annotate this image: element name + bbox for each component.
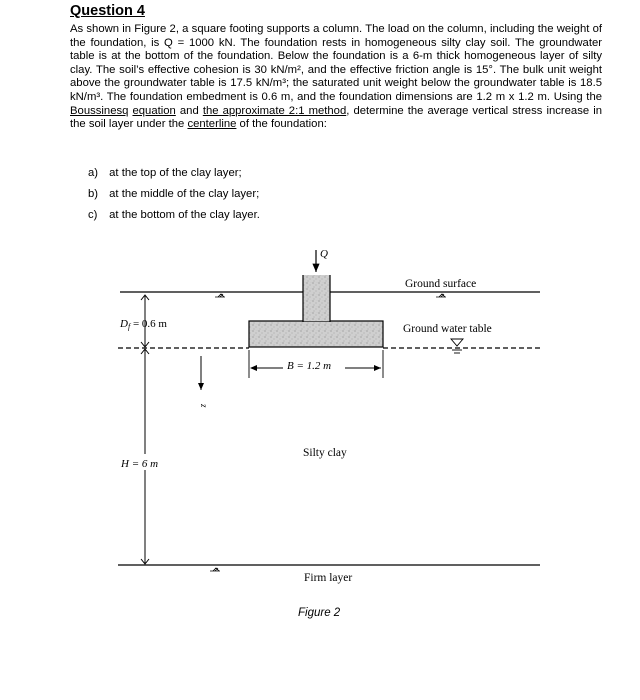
figure-caption: Figure 2 (298, 607, 341, 619)
body-line: soil. The groundwater table is at the bottom of the foundation. Below the foundation is a 6-m (70, 36, 602, 63)
water-table-icon (451, 339, 463, 353)
body-text: the soil layer under the (70, 118, 188, 131)
part-label: c) (88, 209, 98, 221)
underlined-term: Boussinesq (70, 104, 129, 117)
z-label: z (199, 404, 209, 408)
b-label: B = 1.2 m (287, 360, 332, 372)
h-label: H = 6 m (121, 458, 159, 470)
df-label: Df = 0.6 m (120, 318, 167, 331)
part-text: at the bottom of the clay layer. (109, 209, 260, 221)
body-line: effective friction angle is 15°. The bulk unit weight above the groundwater table is 17.5 kN/m³; (70, 63, 603, 90)
groundwater-table-label: Ground water table (403, 323, 492, 335)
body-line: the saturated unit weight below the groundwater table is 18.5 kN/m³. The foundation (70, 77, 602, 103)
ground-surface-label: Ground surface (405, 278, 477, 290)
load-label: Q (320, 248, 328, 260)
part-label: b) (88, 188, 99, 200)
underlined-term: the approximate 2:1 method (202, 104, 347, 117)
part-label: a) (88, 167, 99, 179)
body-line: the weight of the foundation, is Q = 1000 kN. The foundation rests in homogeneous silty clay (70, 23, 603, 49)
footing-slab (249, 321, 383, 347)
body-text: and (175, 104, 203, 117)
body-line: As shown in Figure 2, a square footing supports a column. The load on the column, including (70, 23, 535, 35)
question-title: Question 4 (70, 3, 145, 19)
underlined-term: centerline (187, 118, 237, 131)
part-text: at the middle of the clay layer; (109, 188, 260, 200)
silty-clay-label: Silty clay (303, 447, 347, 459)
part-text: at the top of the clay layer; (109, 167, 242, 179)
underlined-term: equation (132, 104, 176, 117)
body-text: , determine the average vertical stress increase in (346, 104, 603, 117)
body-line: embedment is 0.6 m, and the foundation dimensions are 1.2 m x 1.2 m. Using the (186, 90, 603, 103)
body-line: thick homogeneous layer of silty clay. The soil’s effective cohesion is 30 kN/m², and the (70, 50, 602, 76)
firm-layer-label: Firm layer (304, 572, 353, 584)
column (303, 275, 330, 321)
body-text: of the foundation: (236, 118, 327, 131)
